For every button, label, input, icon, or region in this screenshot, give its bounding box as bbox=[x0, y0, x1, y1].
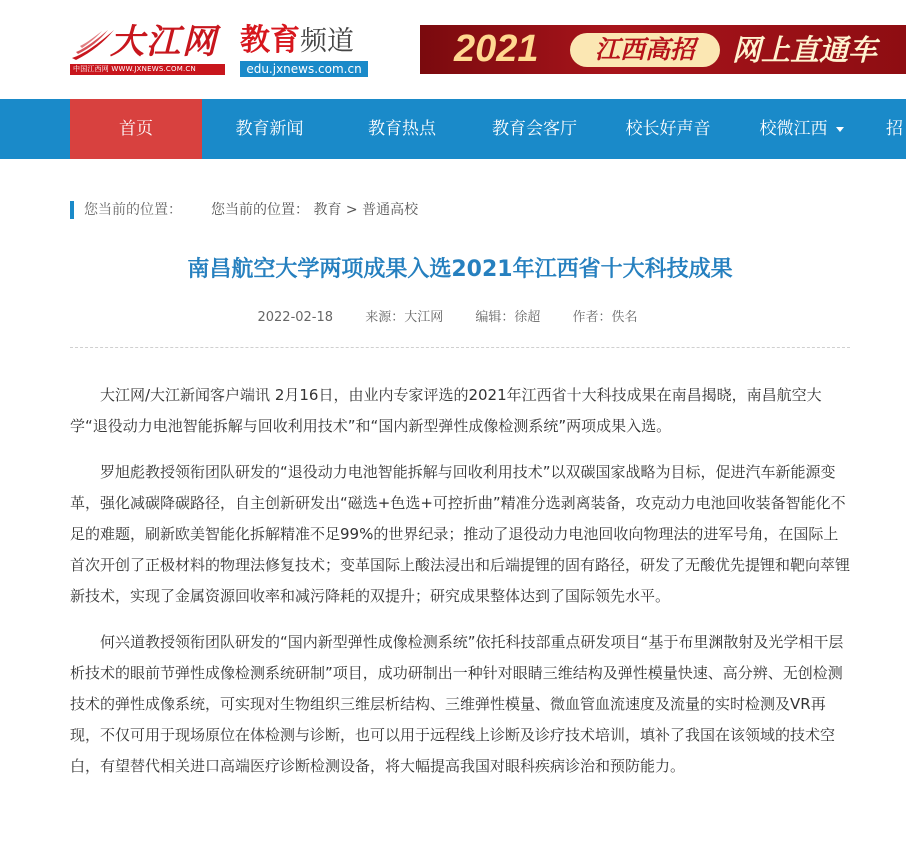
breadcrumb-link-universities[interactable]: 普通高校 bbox=[362, 202, 419, 218]
nav-item-principal-voice[interactable]: 校长好声音 bbox=[625, 119, 711, 139]
article-editor: 编辑：徐超 bbox=[475, 310, 541, 325]
banner-slogan: 网上直通车 bbox=[732, 33, 878, 67]
article-body bbox=[70, 380, 850, 797]
article-source: 来源：大江网 bbox=[365, 310, 444, 325]
breadcrumb-prefix: 您当前的位置： bbox=[211, 202, 309, 218]
nav-item-edu-hot[interactable]: 教育热点 bbox=[368, 119, 436, 139]
article-paragraph: 罗旭彪教授领衔团队研发的“退役动力电池智能拆解与回收利用技术”以双碳国家战略为目标，促进汽车新能源变革，强化减碳降碳路径，自主创新研发出“磁选+色选+可控折曲”精准分选剥离装备，攻克动力电池回收装备智能化不足的难题，刷新欧美智能化拆解精准不足99%的世界纪录；推动了退役动力电池回收向物理法的进军号角，在国际上首次开创了正极材料的物理法修复技术；变革国际上酸法浸出和后端提锂的固有路径，研发了无酸优先提锂和靶向萃锂新技术，实现了金属资源回收率和减污降耗的双提升；研究成果整体达到了国际领先水平。 bbox=[70, 463, 851, 605]
site-logo-text: 大江网 bbox=[110, 22, 218, 62]
breadcrumb-label: 您当前的位置： bbox=[84, 202, 182, 218]
banner-pill: 江西高招 bbox=[570, 33, 720, 67]
nav-item-admissions[interactable]: 招 bbox=[886, 119, 903, 139]
site-logo-subtitle: 中国江西网 WWW.JXNEWS.COM.CN bbox=[70, 64, 225, 75]
channel-logo-main: 教育 bbox=[240, 23, 300, 58]
nav-item-school-weibo[interactable] bbox=[734, 99, 869, 159]
chevron-down-icon bbox=[836, 127, 844, 132]
breadcrumb-path bbox=[211, 200, 418, 220]
breadcrumb-link-education[interactable]: 教育 bbox=[313, 202, 342, 218]
article-title: 南昌航空大学两项成果入选2021年江西省十大科技成果 bbox=[187, 257, 733, 282]
gaokao-banner[interactable] bbox=[420, 25, 906, 74]
article-meta bbox=[0, 308, 895, 328]
nav-item-edu-news[interactable]: 教育新闻 bbox=[235, 119, 304, 139]
banner-year: 2021 bbox=[454, 28, 539, 70]
channel-logo-url: edu.jxnews.com.cn bbox=[240, 61, 368, 77]
meta-divider bbox=[70, 347, 850, 348]
nav-item-home[interactable]: 首页 bbox=[70, 99, 202, 159]
nav-item-edu-lounge[interactable]: 教育会客厅 bbox=[492, 119, 577, 139]
channel-logo[interactable] bbox=[240, 24, 372, 78]
site-header bbox=[0, 0, 906, 99]
article-paragraph: 大江网/大江新闻客户端讯 2月16日，由业内专家评选的2021年江西省十大科技成果在南昌揭晓，南昌航空大学“退役动力电池智能拆解与回收利用技术”和“国内新型弹性成像检测系统”两项成果入选。 bbox=[70, 386, 822, 435]
breadcrumb-separator: > bbox=[345, 202, 358, 218]
nav-item-school-weibo-label: 校微江西 bbox=[759, 119, 828, 139]
article-paragraph: 何兴道教授领衔团队研发的“国内新型弹性成像检测系统”依托科技部重点研发项目“基于布里渊散射及光学相干层析技术的眼前节弹性成像检测系统研制”项目，成功研制出一种针对眼睛三维结构及弹性模量快速、高分辨、无创检测技术的弹性成像系统，可实现对生物组织三维层析结构、三维弹性模量、微血管血流速度及流量的实时检测及VR再现，不仅可用于现场原位在体检测与诊断，也可以用于远程线上诊断及诊疗技术培训，填补了我国在该领域的技术空白，有望替代相关进口高端医疗诊断检测设备，将大幅提高我国对眼科疾病诊治和预防能力。 bbox=[70, 633, 844, 775]
site-logo[interactable] bbox=[70, 22, 225, 76]
breadcrumb-marker bbox=[70, 201, 74, 219]
article-author: 作者：佚名 bbox=[572, 310, 638, 325]
main-nav bbox=[0, 99, 906, 159]
article-date: 2022-02-18 bbox=[257, 310, 334, 325]
channel-logo-suffix: 频道 bbox=[300, 26, 354, 57]
